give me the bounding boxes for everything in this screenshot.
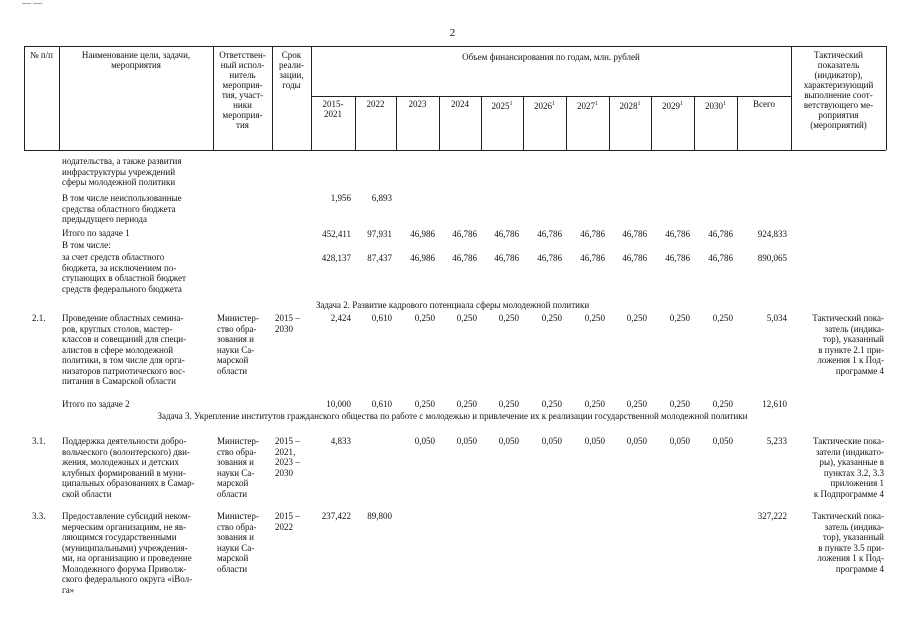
regional-budget-value: 87,437	[367, 253, 392, 263]
row-2-1-name: Проведение областных семина- ров, круглых столов, мастер- классов и совещаний для специ- алистов в сфере молодежной политики, в том числе для орга- низаторов патриотического вос- питания в Самарской области	[62, 313, 187, 386]
task2-total-value: 0,250	[626, 399, 647, 409]
task1-total-label: Итого по задаче 1	[62, 228, 130, 238]
year-header-cell: 2028$^1$	[619, 101, 641, 111]
task1-total-value: 46,786	[708, 229, 733, 239]
year-header-cell: 2024	[451, 99, 469, 109]
row-2-1-number: 2.1.	[32, 313, 46, 323]
row-2-1-value: 0,250	[626, 313, 647, 323]
continuation-text: нодательства, а также развития инфраструктуры учреждений сферы молодежной политики	[62, 156, 182, 187]
row-2-1-value: 5,034	[766, 313, 787, 323]
header-col-responsible: Ответствен- ный испол- нитель мероприя- тия, участ- ники мероприя- тия	[219, 50, 266, 130]
task2-total-value: 0,250	[456, 399, 477, 409]
regional-budget-label: за счет средств областного бюджета, за исключением по- ступающих в областной бюджет средств федерального бюджета	[62, 252, 186, 294]
row-3-1-value: 0,050	[626, 436, 647, 446]
year-header-cell: 2015- 2021	[322, 99, 344, 119]
year-header-cell: 2029$^1$	[662, 101, 683, 111]
header-col-name: Наименование цели, задачи, мероприятия	[81, 50, 191, 70]
row-3-3-responsible: Министер- ство обра- зования и науки Са- марской области	[217, 511, 259, 574]
regional-budget-value: 46,786	[708, 253, 733, 263]
header-col-indicator: Тактический показатель (индикатор), характеризующий выполнение соот- ветствующего ме- роприятия (мероприятий)	[803, 50, 874, 130]
task2-total-value: 0,250	[584, 399, 605, 409]
row-2-1-value: 0,250	[456, 313, 477, 323]
unused-funds-value: 6,893	[371, 193, 392, 203]
header-col-number: № п/п	[30, 50, 53, 60]
row-3-1-value: 4,833	[330, 436, 351, 446]
regional-budget-value: 46,786	[452, 253, 477, 263]
row-3-1-term: 2015 – 2021, 2023 – 2030	[275, 436, 300, 478]
row-3-1-name: Поддержка деятельности добро- вольческого (волонтерского) дви- жения, молодежных и детских клубных формирований в муни- ципальных образованиях в Самар- ской области	[62, 436, 195, 499]
task2-total-value: 12,610	[762, 399, 787, 409]
unused-funds-label: В том числе неиспользованные средства областного бюджета предыдущего периода	[62, 193, 182, 224]
regional-budget-value: 428,137	[321, 253, 351, 263]
row-3-1-value: 0,050	[414, 436, 435, 446]
regional-budget-value: 46,786	[537, 253, 562, 263]
task2-total-value: 10,000	[326, 399, 351, 409]
year-header-cell: 2025$^1$	[491, 101, 513, 111]
task1-total-value: 924,833	[757, 229, 787, 239]
regional-budget-value: 46,786	[580, 253, 605, 263]
task1-total-value: 452,411	[322, 229, 351, 239]
row-3-1-indicator: Тактические пока- затели (индикато- ры), указанные в пунктах 3.2, 3.3 приложения 1 к Подпрограмме 4	[813, 436, 884, 499]
task2-total-value: 0,250	[669, 399, 690, 409]
row-3-1-value: 0,050	[456, 436, 477, 446]
year-header-cell: Всего	[752, 99, 776, 109]
row-3-3-value: 237,422	[321, 511, 351, 521]
row-2-1-value: 0,250	[584, 313, 605, 323]
row-3-3-term: 2015 – 2022	[275, 511, 300, 532]
row-2-1-responsible: Министер- ство обра- зования и науки Са- марской области	[217, 313, 259, 376]
year-header-cell: 2027$^1$	[577, 101, 598, 111]
task1-total-value: 97,931	[367, 229, 392, 239]
row-2-1-indicator: Тактический пока- затель (индика- тор), указанный в пункте 2.1 при- ложения 1 к Под- программе 4	[812, 313, 884, 376]
row-2-1-value: 2,424	[330, 313, 351, 323]
row-3-3-number: 3.3.	[32, 511, 46, 521]
task2-total-value: 0,250	[541, 399, 562, 409]
task2-total-label: Итого по задаче 2	[62, 399, 130, 409]
header-col-term: Срок реали- зации, годы	[279, 50, 304, 90]
row-3-3-value: 327,222	[757, 511, 787, 521]
year-header-cell: 2023	[408, 99, 427, 109]
regional-budget-value: 46,986	[410, 253, 435, 263]
row-2-1-value: 0,610	[371, 313, 392, 323]
row-3-3-indicator: Тактический пока- затель (индика- тор), указанный в пункте 3.5 при- ложения 1 к Под- программе 4	[812, 511, 884, 574]
row-3-1-value: 5,233	[766, 436, 787, 446]
task2-total-value: 0,250	[498, 399, 519, 409]
regional-budget-value: 46,786	[665, 253, 690, 263]
task1-total-value: 46,786	[494, 229, 519, 239]
row-3-1-value: 0,050	[498, 436, 519, 446]
row-2-1-value: 0,250	[669, 313, 690, 323]
header-col-financing: Объем финансирования по годам, млн. рублей	[462, 52, 640, 62]
row-2-1-value: 0,250	[541, 313, 562, 323]
page-number: 2	[449, 27, 456, 39]
row-3-3-value: 89,800	[367, 511, 392, 521]
row-2-1-value: 0,250	[414, 313, 435, 323]
regional-budget-value: 46,786	[494, 253, 519, 263]
row-3-1-responsible: Министер- ство обра- зования и науки Са- марской области	[217, 436, 259, 499]
row-2-1-value: 0,250	[498, 313, 519, 323]
row-2-1-value: 0,250	[712, 313, 733, 323]
task2-total-value: 0,250	[712, 399, 733, 409]
row-3-3-name: Предоставление субсидий неком- мерческим организациям, не яв- ляющимся государственными (муниципальными) учреждения- ми, на организацию и проведение Молодежного форума Приволж- ского федерального округа «iВол- га»	[62, 511, 193, 595]
including-label: В том числе:	[62, 240, 111, 250]
task1-total-value: 46,786	[622, 229, 647, 239]
year-header-cell: 2022	[366, 99, 385, 109]
task2-title: Задача 2. Развитие кадрового потенциала сферы молодежной политики	[315, 300, 590, 310]
task1-total-value: 46,786	[665, 229, 690, 239]
row-3-1-value: 0,050	[584, 436, 605, 446]
task1-total-value: 46,786	[580, 229, 605, 239]
task1-total-value: 46,786	[537, 229, 562, 239]
task1-total-value: 46,786	[452, 229, 477, 239]
year-header-cell: 2030$^1$	[705, 101, 726, 111]
task2-total-value: 0,250	[414, 399, 435, 409]
top-corner-mark: — —	[22, 0, 43, 8]
row-3-1-value: 0,050	[541, 436, 562, 446]
unused-funds-value: 1,956	[330, 193, 351, 203]
task3-title: Задача 3. Укрепление институтов гражданского общества по работе с молодежью и привлечение их к реализации государственной молодежной политики	[157, 411, 748, 421]
row-3-1-value: 0,050	[712, 436, 733, 446]
row-3-1-value: 0,050	[669, 436, 690, 446]
row-2-1-term: 2015 – 2030	[275, 313, 300, 334]
regional-budget-value: 890,065	[757, 253, 787, 263]
regional-budget-value: 46,786	[622, 253, 647, 263]
year-header-cell: 2026$^1$	[534, 101, 555, 111]
row-3-1-number: 3.1.	[32, 436, 46, 446]
task2-total-value: 0,610	[371, 399, 392, 409]
task1-total-value: 46,986	[410, 229, 435, 239]
